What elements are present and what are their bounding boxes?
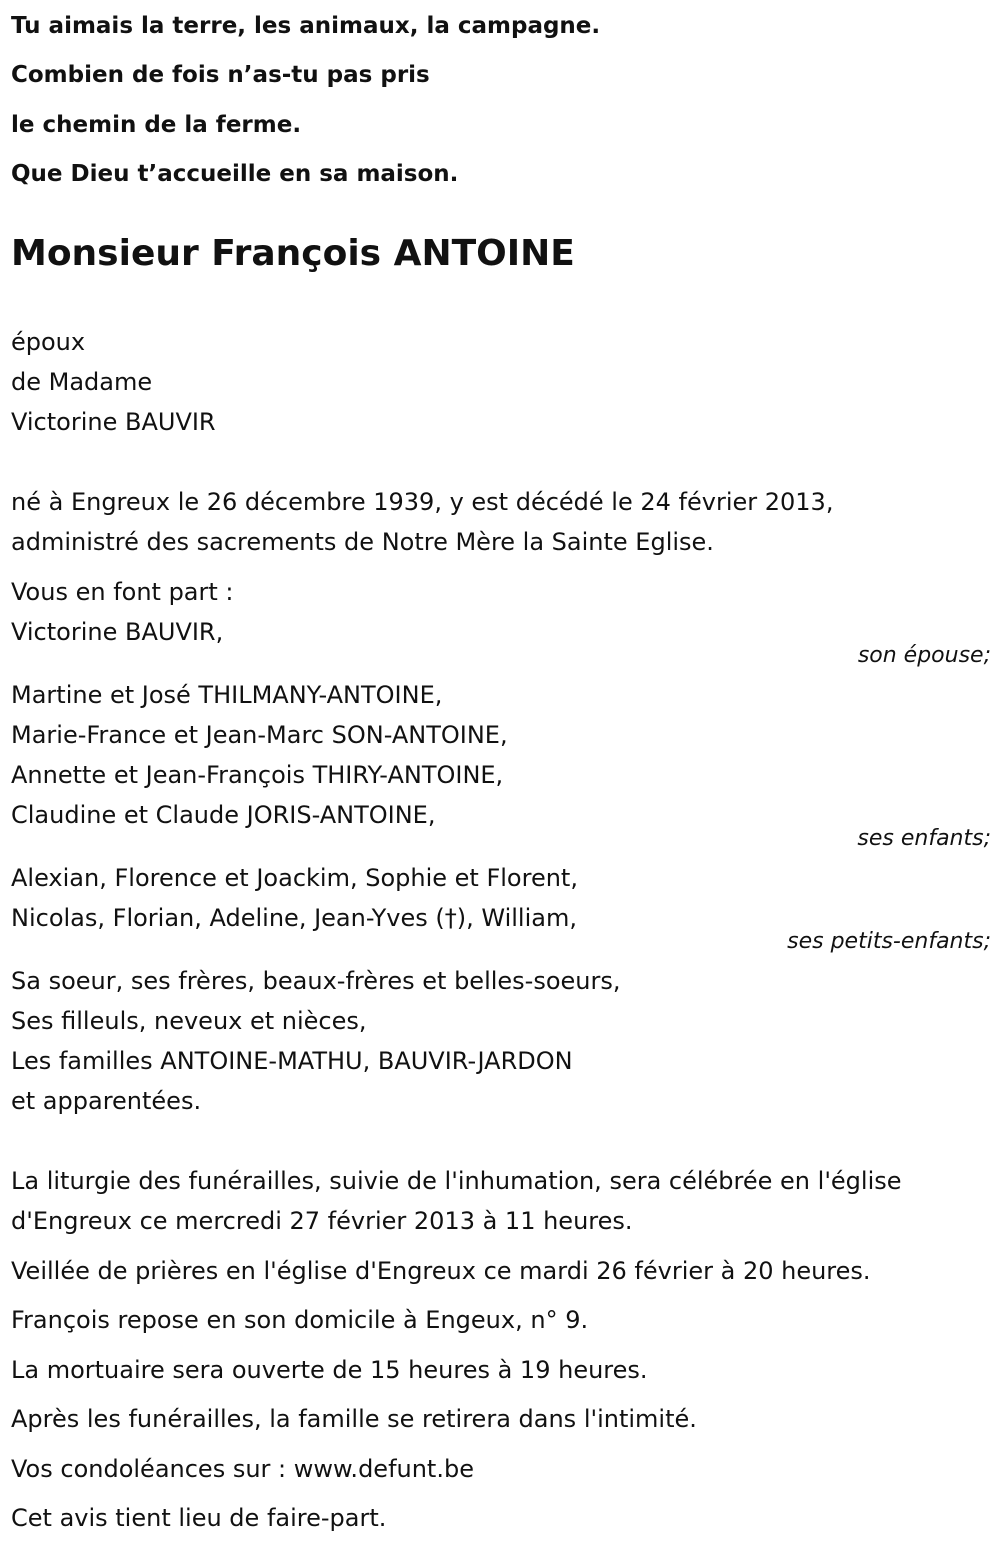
funeral-line-2: d'Engreux ce mercredi 27 février 2013 à 11 heures. <box>11 1207 633 1235</box>
funeral-line-1: La liturgie des funérailles, suivie de l'inhumation, sera célébrée en l'église <box>11 1167 902 1195</box>
poem-line-2: Combien de fois n’as-tu pas pris <box>11 62 430 88</box>
poem-line-4: Que Dieu t’accueille en sa maison. <box>11 161 459 187</box>
vigil-info: Veillée de prières en l'église d'Engreux ce mardi 26 février à 20 heures. <box>11 1257 871 1285</box>
spouse-line-1: époux <box>11 328 86 356</box>
wife-role: son épouse; <box>857 643 991 668</box>
deceased-name: Monsieur François ANTOINE <box>11 233 575 274</box>
child-line: Martine et José THILMANY-ANTOINE, <box>11 681 443 709</box>
children-role: ses enfants; <box>857 826 991 851</box>
child-line: Claudine et Claude JORIS-ANTOINE, <box>11 801 436 829</box>
relatives-line: Les familles ANTOINE-MATHU, BAUVIR-JARDON <box>11 1047 573 1075</box>
spouse-line-3: Victorine BAUVIR <box>11 408 216 436</box>
condolences-info: Vos condoléances sur : www.defunt.be <box>11 1455 474 1483</box>
grandchildren-line: Alexian, Florence et Joackim, Sophie et Florent, <box>11 864 578 892</box>
relatives-line: Ses filleuls, neveux et nièces, <box>11 1007 367 1035</box>
relatives-line: Sa soeur, ses frères, beaux-frères et belles-soeurs, <box>11 967 621 995</box>
notice-info: Cet avis tient lieu de faire-part. <box>11 1504 387 1532</box>
grandchildren-role: ses petits-enfants; <box>787 929 991 954</box>
child-line: Marie-France et Jean-Marc SON-ANTOINE, <box>11 721 508 749</box>
birth-death-line-2: administré des sacrements de Notre Mère la Sainte Eglise. <box>11 528 714 556</box>
relatives-line: et apparentées. <box>11 1087 202 1115</box>
poem-line-1: Tu aimais la terre, les animaux, la campagne. <box>11 13 601 39</box>
after-funeral-info: Après les funérailles, la famille se retirera dans l'intimité. <box>11 1405 697 1433</box>
poem-line-3: le chemin de la ferme. <box>11 112 302 138</box>
birth-death-line-1: né à Engreux le 26 décembre 1939, y est décédé le 24 février 2013, <box>11 488 834 516</box>
rest-info: François repose en son domicile à Engeux, n° 9. <box>11 1306 589 1334</box>
wife-name: Victorine BAUVIR, <box>11 618 224 646</box>
announce-intro: Vous en font part : <box>11 578 234 606</box>
grandchildren-line: Nicolas, Florian, Adeline, Jean-Yves (†), William, <box>11 904 577 932</box>
mortuary-info: La mortuaire sera ouverte de 15 heures à 19 heures. <box>11 1356 648 1384</box>
child-line: Annette et Jean-François THIRY-ANTOINE, <box>11 761 504 789</box>
spouse-line-2: de Madame <box>11 368 153 396</box>
